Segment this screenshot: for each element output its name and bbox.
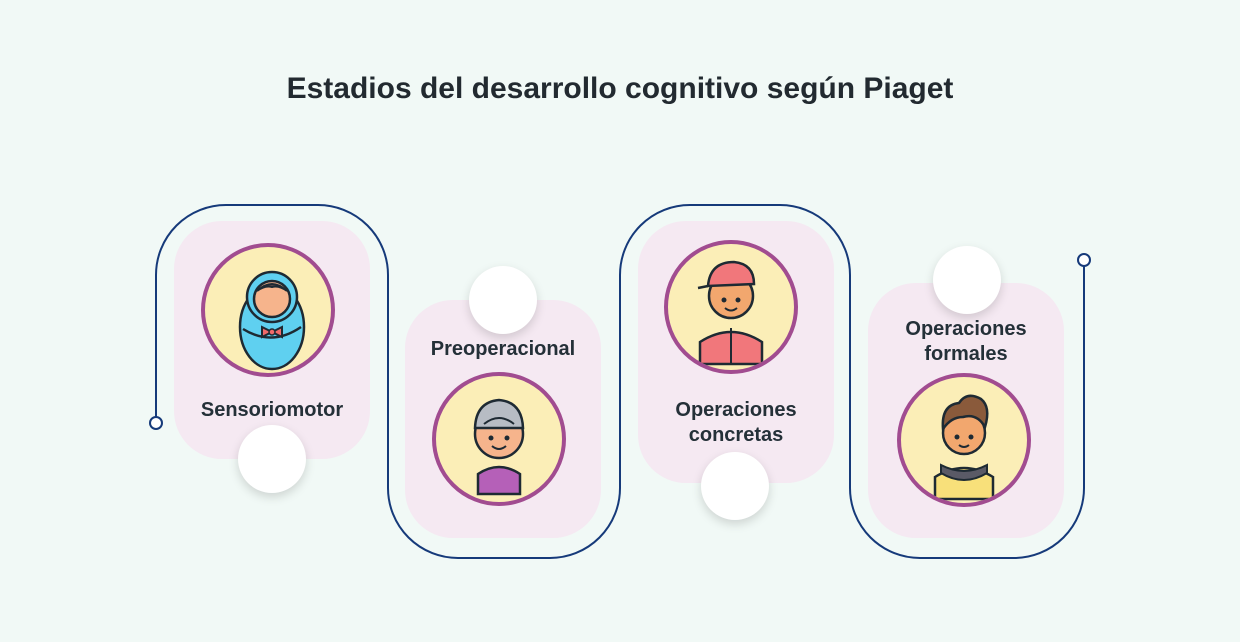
stage-bubble-operaciones-formales — [933, 246, 1001, 314]
stage-label-line: concretas — [688, 424, 784, 446]
stage-avatar-preoperacional — [432, 372, 566, 506]
path-end-dot — [1078, 254, 1090, 266]
stage-avatar-operaciones-formales — [897, 373, 1031, 507]
baby-icon — [205, 247, 331, 373]
stage-avatar-operaciones-concretas — [664, 240, 798, 374]
diagram-title: Estadios del desarrollo cognitivo según Piaget — [286, 72, 954, 105]
stage-bubble-operaciones-concretas — [701, 452, 769, 520]
stage-bubble-preoperacional — [469, 266, 537, 334]
stage-bubble-sensoriomotor — [238, 425, 306, 493]
stage-label-operaciones-formales — [868, 317, 1064, 367]
stage-avatar-sensoriomotor — [201, 243, 335, 377]
stage-label-sensoriomotor: Sensoriomotor — [200, 399, 344, 421]
boy-cap-icon — [668, 244, 794, 370]
path-start-dot — [150, 417, 162, 429]
stage-label-line: Operaciones — [905, 318, 1027, 340]
stage-label-line: Operaciones — [675, 399, 797, 421]
stage-label-preoperacional: Preoperacional — [430, 338, 576, 360]
teen-icon — [901, 377, 1027, 503]
stage-label-line: formales — [924, 343, 1008, 365]
child-cap-icon — [436, 376, 562, 502]
stage-label-operaciones-concretas — [638, 398, 834, 448]
